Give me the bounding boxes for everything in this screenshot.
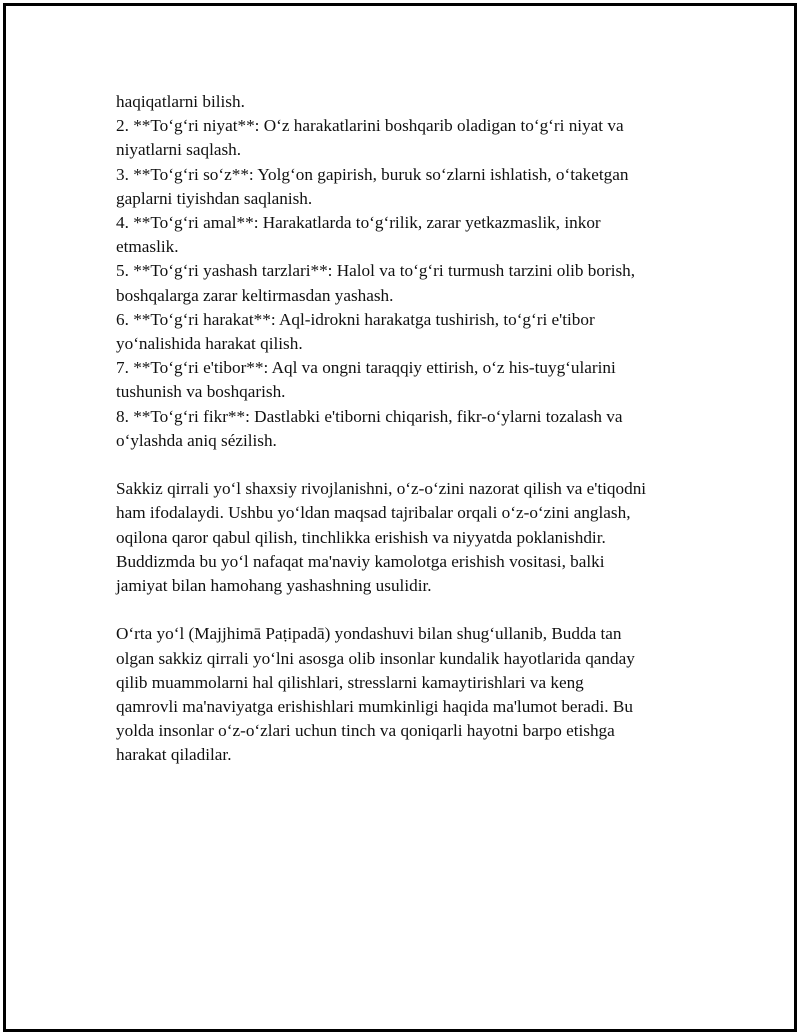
list-item-2-line-2: niyatlarni saqlash. [116, 140, 242, 160]
paragraph-line: ham ifodalaydi. Ushbu yo‘ldan maqsad tajribalar orqali o‘z-o‘zini anglash, [116, 503, 631, 523]
path-list [116, 90, 676, 453]
list-item-5-line-1: 5. **To‘g‘ri yashash tarzlari**: Halol va to‘g‘ri turmush tarzini olib borish, [116, 261, 636, 281]
list-item-6-line-2: yo‘nalishida harakat qilish. [116, 334, 303, 354]
list-item-6-line-1: 6. **To‘g‘ri harakat**: Aql-idrokni harakatga tushirish, to‘g‘ri e'tibor [116, 309, 595, 329]
paragraph-line: olgan sakkiz qirrali yo‘lni asosga olib insonlar kundalik hayotlarida qanday [116, 648, 635, 668]
list-item-3-line-1: 3. **To‘g‘ri so‘z**: Yolg‘on gapirish, buruk so‘zlarni ishlatish, o‘taketgan [116, 164, 629, 184]
list-item-7-line-2: tushunish va boshqarish. [116, 382, 286, 402]
paragraph-gap [116, 453, 676, 477]
list-item-8-line-1: 8. **To‘g‘ri fikr**: Dastlabki e'tiborni chiqarish, fikr-o‘ylarni tozalash va [116, 406, 623, 426]
text-line: haqiqatlarni bilish. [116, 92, 245, 111]
paragraph-line: harakat qiladilar. [116, 745, 232, 765]
paragraph-middle-way [116, 622, 676, 767]
list-item-3-line-2: gaplarni tiyishdan saqlanish. [116, 188, 313, 208]
paragraph-line: jamiyat bilan hamohang yashashning usulidir. [116, 576, 432, 596]
paragraph-line: Buddizmda bu yo‘l nafaqat ma'naviy kamolotga erishish vositasi, balki [116, 551, 605, 571]
paragraph-line: oqilona qaror qabul qilish, tinchlikka erishish va niyyatda poklanishdir. [116, 527, 606, 547]
paragraph-line: qamrovli ma'naviyatga erishishlari mumkinligi haqida ma'lumot beradi. Bu [116, 697, 633, 717]
list-item-8-line-2: o‘ylashda aniq sézilish. [116, 430, 277, 450]
paragraph-line: Sakkiz qirrali yo‘l shaxsiy rivojlanishni, o‘z-o‘zini nazorat qilish va e'tiqodni [116, 479, 647, 499]
paragraph-gap [116, 598, 676, 622]
list-item-7-line-1: 7. **To‘g‘ri e'tibor**: Aql va ongni taraqqiy ettirish, o‘z his-tuyg‘ularini [116, 358, 616, 378]
list-item-4-line-2: etmaslik. [116, 237, 179, 257]
paragraph-line: qilib muammolarni hal qilishlari, stresslarni kamaytirishlari va keng [116, 672, 584, 692]
list-item-2-line-1: 2. **To‘g‘ri niyat**: O‘z harakatlarini boshqarib oladigan to‘g‘ri niyat va [116, 116, 624, 136]
document-body [116, 90, 676, 768]
paragraph-summary [116, 477, 676, 598]
list-item-5-line-2: boshqalarga zarar keltirmasdan yashash. [116, 285, 394, 305]
list-item-4-line-1: 4. **To‘g‘ri amal**: Harakatlarda to‘g‘rilik, zarar yetkazmaslik, inkor [116, 213, 601, 233]
paragraph-line: O‘rta yo‘l (Majjhimā Paṭipadā) yondashuvi bilan shug‘ullanib, Budda tan [116, 624, 622, 644]
paragraph-line: yolda insonlar o‘z-o‘zlari uchun tinch va qoniqarli hayotni barpo etishga [116, 721, 615, 741]
